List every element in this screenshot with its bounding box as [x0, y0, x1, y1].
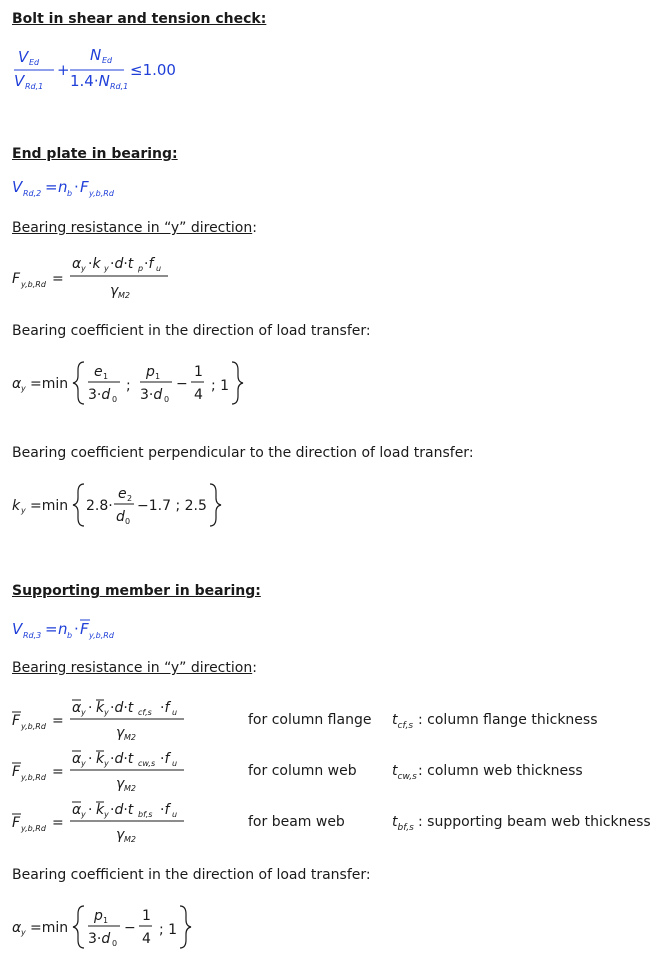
label-bearing-resistance-2 [12, 660, 257, 676]
svg-text:y,b,Rd: y,b,Rd [21, 773, 46, 782]
svg-text:y: y [81, 759, 86, 768]
svg-text:p: p [146, 364, 155, 380]
svg-text:Rd,1: Rd,1 [25, 82, 44, 91]
formula-ky [10, 478, 230, 534]
svg-text:N: N [90, 46, 102, 64]
svg-text:k: k [96, 700, 105, 716]
svg-text:α: α [72, 700, 82, 716]
svg-text:n: n [58, 178, 68, 196]
svg-text:p: p [138, 264, 144, 273]
svg-text:=: = [45, 178, 58, 196]
svg-text:−: − [124, 920, 136, 936]
label-bearing-resistance-2-underlined: Bearing resistance in “y” direction [12, 660, 253, 676]
svg-text:=: = [45, 620, 58, 638]
svg-text:b: b [67, 189, 73, 198]
svg-text:=min: =min [30, 376, 69, 392]
svg-text:y: y [104, 708, 109, 717]
svg-text:1: 1 [155, 372, 161, 381]
svg-text:F: F [12, 764, 21, 780]
svg-text:·d·t: ·d·t [110, 256, 134, 272]
formula-fybrd-bar-3 [10, 796, 210, 852]
svg-text:y,b,Rd: y,b,Rd [21, 824, 46, 833]
svg-text:·f: ·f [144, 256, 154, 272]
formula-bolt-interaction [10, 40, 200, 96]
svg-text:y: y [104, 810, 109, 819]
svg-text:cw,s: cw,s [138, 759, 156, 768]
svg-text:u: u [172, 759, 178, 768]
svg-text:·f: ·f [160, 700, 170, 716]
svg-text:y: y [21, 506, 26, 515]
svg-text:; 1: ; 1 [159, 922, 178, 938]
svg-text:k: k [12, 498, 21, 514]
svg-text:−: − [176, 376, 188, 392]
svg-text:u: u [156, 264, 162, 273]
svg-text:0: 0 [125, 517, 131, 526]
row-for-label: for column flange [248, 712, 372, 728]
row-thickness-subscript: cf,s [397, 721, 414, 731]
row-thickness-subscript: cw,s [397, 772, 417, 782]
svg-text:·: · [88, 802, 93, 818]
svg-text:α: α [72, 751, 82, 767]
svg-text:V: V [18, 48, 29, 66]
svg-text:cf,s: cf,s [138, 708, 152, 717]
formula-alpha-2 [10, 900, 210, 956]
svg-text:V: V [12, 178, 23, 196]
label-coef-load-1: Bearing coefficient in the direction of load transfer: [12, 323, 371, 339]
svg-text:3·d: 3·d [140, 387, 163, 403]
svg-text:·f: ·f [160, 751, 170, 767]
svg-text:·: · [88, 751, 93, 767]
heading-end-plate-bearing: End plate in bearing: [12, 146, 178, 162]
svg-text:4: 4 [194, 387, 203, 403]
svg-text:=: = [52, 271, 64, 287]
svg-text:=: = [52, 764, 64, 780]
svg-text:0: 0 [112, 939, 118, 948]
svg-text:3·d: 3·d [88, 387, 111, 403]
label-bearing-resistance-2-tail: : [252, 660, 257, 676]
row-thickness-description: : supporting beam web thickness [418, 814, 651, 830]
svg-text:d: d [116, 509, 125, 525]
svg-text:·: · [74, 178, 79, 196]
svg-text:Ed: Ed [29, 58, 40, 67]
label-coef-load-2: Bearing coefficient in the direction of load transfer: [12, 867, 371, 883]
row-thickness-description: : column web thickness [418, 763, 583, 779]
svg-text:·d·t: ·d·t [110, 751, 134, 767]
svg-text:2.8·: 2.8· [86, 498, 113, 514]
svg-text:n: n [58, 620, 68, 638]
svg-text:=min: =min [30, 920, 69, 936]
svg-text:·d·t: ·d·t [110, 802, 134, 818]
svg-text:y: y [21, 928, 26, 937]
svg-text:u: u [172, 708, 178, 717]
svg-text:e: e [94, 364, 103, 380]
svg-text:F: F [12, 815, 21, 831]
svg-text:; 1: ; 1 [211, 378, 230, 394]
row-for-label: for column web [248, 763, 357, 779]
row-thickness-subscript: bf,s [397, 823, 414, 833]
row-for-label: for beam web [248, 814, 345, 830]
row-thickness-symbol: $t_{bf,s}$ [392, 814, 414, 833]
formula-fybrd-bar-1 [10, 694, 210, 750]
svg-text:α: α [72, 256, 82, 272]
heading-supporting-member-bearing: Supporting member in bearing: [12, 583, 261, 599]
svg-text:Rd,2: Rd,2 [23, 189, 42, 198]
svg-text:1: 1 [103, 916, 109, 925]
svg-text:≤1.00: ≤1.00 [130, 61, 176, 79]
svg-text:·k: ·k [88, 256, 101, 272]
svg-text:=: = [52, 815, 64, 831]
svg-text:·: · [88, 700, 93, 716]
svg-text:p: p [94, 908, 103, 924]
svg-text:1: 1 [103, 372, 109, 381]
svg-text:;: ; [126, 378, 131, 394]
svg-text:·: · [74, 620, 79, 638]
row-thickness-description: : column flange thickness [418, 712, 598, 728]
svg-text:b: b [67, 631, 73, 640]
svg-text:bf,s: bf,s [138, 810, 153, 819]
svg-text:y: y [81, 264, 86, 273]
svg-text:α: α [72, 802, 82, 818]
svg-text:M2: M2 [118, 291, 130, 300]
svg-text:Ed: Ed [102, 56, 113, 65]
svg-text:1: 1 [194, 364, 203, 380]
row-thickness-symbol: $t_{cw,s}$ [392, 763, 417, 782]
label-bearing-resistance-1-underlined: Bearing resistance in “y” direction [12, 220, 253, 236]
row-thickness-symbol: $t_{cf,s}$ [392, 712, 414, 731]
svg-text:−1.7 ; 2.5: −1.7 ; 2.5 [137, 498, 207, 514]
svg-text:α: α [12, 376, 22, 392]
svg-text:1.4·N: 1.4·N [70, 72, 110, 90]
svg-text:·f: ·f [160, 802, 170, 818]
svg-text:y: y [104, 759, 109, 768]
label-coef-perp: Bearing coefficient perpendicular to the direction of load transfer: [12, 445, 474, 461]
svg-text:γ: γ [110, 283, 119, 299]
svg-text:4: 4 [142, 931, 151, 947]
svg-text:k: k [96, 751, 105, 767]
svg-text:k: k [96, 802, 105, 818]
svg-text:F: F [12, 713, 21, 729]
svg-text:Rd,1: Rd,1 [110, 82, 129, 91]
svg-text:γ: γ [116, 827, 125, 843]
svg-text:u: u [172, 810, 178, 819]
label-bearing-resistance-1 [12, 220, 257, 236]
formula-fybrd [10, 248, 210, 304]
svg-text:γ: γ [116, 725, 125, 741]
svg-text:M2: M2 [124, 733, 136, 742]
svg-text:M2: M2 [124, 784, 136, 793]
svg-text:e: e [118, 486, 127, 502]
svg-text:3·d: 3·d [88, 931, 111, 947]
svg-text:M2: M2 [124, 835, 136, 844]
svg-text:Rd,3: Rd,3 [23, 631, 42, 640]
svg-text:=: = [52, 713, 64, 729]
svg-text:y,b,Rd: y,b,Rd [21, 280, 46, 289]
svg-text:0: 0 [112, 395, 118, 404]
svg-text:y: y [81, 708, 86, 717]
svg-text:γ: γ [116, 776, 125, 792]
svg-text:y,b,Rd: y,b,Rd [21, 722, 46, 731]
heading-bolt-shear-tension: Bolt in shear and tension check: [12, 11, 267, 27]
svg-text:2: 2 [127, 494, 133, 503]
label-bearing-resistance-1-tail: : [252, 220, 257, 236]
svg-text:y: y [104, 264, 109, 273]
formula-vrd2 [10, 174, 160, 204]
svg-text:·d·t: ·d·t [110, 700, 134, 716]
svg-text:y,b,Rd: y,b,Rd [89, 189, 114, 198]
svg-text:y: y [21, 384, 26, 393]
svg-text:V: V [14, 72, 25, 90]
svg-text:F: F [80, 620, 89, 638]
svg-text:α: α [12, 920, 22, 936]
svg-text:1: 1 [142, 908, 151, 924]
svg-text:=min: =min [30, 498, 69, 514]
svg-text:V: V [12, 620, 23, 638]
formula-fybrd-bar-2 [10, 745, 210, 801]
svg-text:y,b,Rd: y,b,Rd [89, 631, 114, 640]
svg-text:y: y [81, 810, 86, 819]
formula-vrd3 [10, 612, 160, 646]
svg-text:0: 0 [164, 395, 170, 404]
svg-text:F: F [80, 178, 89, 196]
svg-text:F: F [12, 271, 21, 287]
formula-alpha-1 [10, 356, 250, 412]
svg-text:+: + [57, 61, 70, 79]
